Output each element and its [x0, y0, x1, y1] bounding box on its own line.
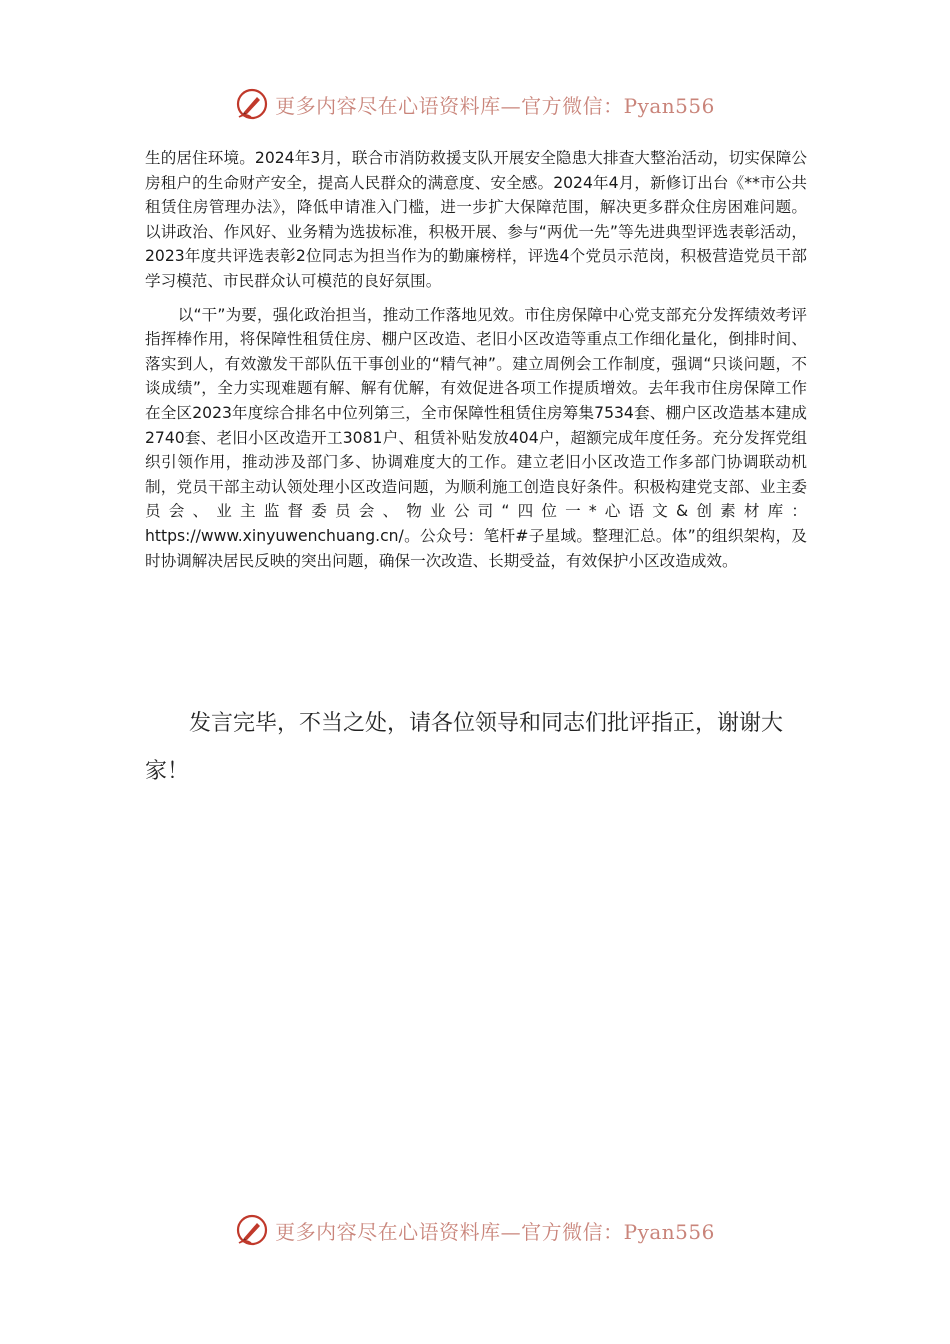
- footer-banner: [0, 1210, 950, 1250]
- banner-text: 更多内容尽在心语资料库—官方微信：Pyan556: [275, 93, 715, 118]
- closing-remarks: [145, 700, 807, 796]
- pen-circle-logo-icon: [235, 87, 269, 121]
- pen-circle-logo-icon: [235, 1213, 269, 1247]
- paragraph-2: 以“干”为要，强化政治担当，推动工作落地见效。市住房保障中心党支部充分发挥绩效考评指挥棒作用，将保障性租赁住房、棚户区改造、老旧小区改造等重点工作细化量化，倒排时间、落实到人，有效激发干部队伍干事创业的“精气神”。建立周例会工作制度，强调“只谈问题，不谈成绩”，全力实现难题有解、解有优解，有效促进各项工作提质增效。去年我市住房保障工作在全区2023年度综合排名中位列第三，全市保障性租赁住房筹集7534套、棚户区改造基本建成2740套、老旧小区改造开工3081户、租赁补贴发放404户，超额完成年度任务。充分发挥党组织引领作用，推动涉及部门多、协调难度大的工作。建立老旧小区改造工作多部门协调联动机制，党员干部主动认领处理小区改造问题，为顺利施工创造良好条件。积极构建党支部、业主委员会、业主监督委员会、物业公司“四位一*心语文&创素材库：https://www.xinyuwenchuang.cn/。公众号：笔杆#子星域。整理汇总。体”的组织架构，及时协调解决居民反映的突出问题，确保一次改造、长期受益，有效保护小区改造成效。: [145, 305, 807, 570]
- banner-text: 更多内容尽在心语资料库—官方微信：Pyan556: [275, 1219, 715, 1244]
- body-text: [145, 146, 807, 573]
- header-banner: [0, 84, 950, 124]
- closing-text: 发言完毕，不当之处，请各位领导和同志们批评指正，谢谢大家！: [145, 711, 784, 784]
- paragraph-1: 生的居住环境。2024年3月，联合市消防救援支队开展安全隐患大排查大整治活动，切实保障公房租户的生命财产安全，提高人民群众的满意度、安全感。2024年4月，新修订出台《**市公共租赁住房管理办法》，降低申请准入门槛，进一步扩大保障范围，解决更多群众住房困难问题。以讲政治、作风好、业务精为选拔标准，积极开展、参与“两优一先”等先进典型评选表彰活动，2023年度共评选表彰2位同志为担当作为的勤廉榜样，评选4个党员示范岗，积极营造党员干部学习模范、市民群众认可模范的良好氛围。: [145, 149, 807, 290]
